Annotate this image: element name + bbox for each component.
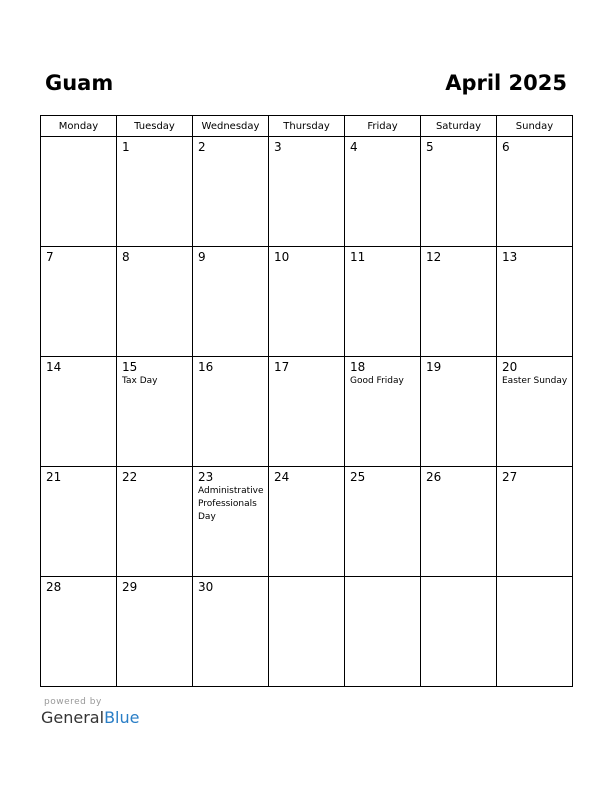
brand-logo-part2: Blue <box>104 708 140 727</box>
day-cell <box>117 357 193 467</box>
day-cell <box>193 137 269 247</box>
day-number: 15 <box>122 360 138 374</box>
day-cell <box>421 577 497 687</box>
day-number: 30 <box>198 580 214 594</box>
weekday-header-row <box>41 116 573 137</box>
day-number: 10 <box>274 250 290 264</box>
holiday-label: Administrative Professionals Day <box>198 486 264 522</box>
weekday-header: Monday <box>41 116 117 137</box>
day-cell <box>421 467 497 577</box>
holiday-label: Easter Sunday <box>502 376 568 386</box>
day-number: 5 <box>426 140 434 154</box>
powered-by-text: powered by <box>44 697 102 707</box>
day-number: 6 <box>502 140 510 154</box>
day-cell <box>497 137 573 247</box>
day-cell <box>497 467 573 577</box>
day-cell <box>421 137 497 247</box>
day-cell <box>117 577 193 687</box>
day-number: 26 <box>426 470 442 484</box>
day-number: 11 <box>350 250 366 264</box>
day-number: 29 <box>122 580 138 594</box>
brand-logo-part1: General <box>41 708 105 727</box>
calendar-grid <box>40 115 573 687</box>
weekday-header: Tuesday <box>117 116 193 137</box>
day-cell <box>421 357 497 467</box>
week-row <box>41 247 573 357</box>
day-cell <box>41 577 117 687</box>
weekday-header: Sunday <box>497 116 573 137</box>
holiday-label: Tax Day <box>122 376 158 386</box>
day-number: 16 <box>198 360 214 374</box>
holiday-label: Good Friday <box>350 376 404 386</box>
day-cell <box>117 137 193 247</box>
day-cell <box>269 577 345 687</box>
brand-logo[interactable] <box>41 708 139 728</box>
day-cell <box>193 577 269 687</box>
weekday-header: Thursday <box>269 116 345 137</box>
weekday-header: Wednesday <box>193 116 269 137</box>
day-cell <box>41 467 117 577</box>
day-cell <box>269 467 345 577</box>
day-number: 19 <box>426 360 442 374</box>
day-cell <box>497 357 573 467</box>
day-cell <box>497 247 573 357</box>
day-number: 23 <box>198 470 214 484</box>
day-cell <box>497 577 573 687</box>
day-cell <box>117 247 193 357</box>
day-number: 1 <box>122 140 130 154</box>
day-number: 18 <box>350 360 366 374</box>
day-number: 12 <box>426 250 442 264</box>
day-cell <box>345 467 421 577</box>
day-number: 22 <box>122 470 138 484</box>
day-cell <box>193 357 269 467</box>
calendar-country-title: Guam <box>45 71 114 95</box>
day-number: 25 <box>350 470 366 484</box>
day-number: 14 <box>46 360 62 374</box>
day-number: 13 <box>502 250 518 264</box>
day-number: 17 <box>274 360 290 374</box>
day-number: 2 <box>198 140 206 154</box>
week-row <box>41 577 573 687</box>
day-cell <box>269 137 345 247</box>
day-cell <box>41 357 117 467</box>
day-cell <box>345 577 421 687</box>
day-cell <box>41 137 117 247</box>
week-row <box>41 467 573 577</box>
day-number: 9 <box>198 250 206 264</box>
day-number: 28 <box>46 580 62 594</box>
day-cell <box>345 357 421 467</box>
day-number: 8 <box>122 250 130 264</box>
day-cell <box>269 357 345 467</box>
day-number: 3 <box>274 140 282 154</box>
day-cell <box>269 247 345 357</box>
day-cell <box>193 247 269 357</box>
weekday-header: Saturday <box>421 116 497 137</box>
day-number: 21 <box>46 470 62 484</box>
day-cell <box>117 467 193 577</box>
day-cell <box>345 137 421 247</box>
week-row <box>41 137 573 247</box>
day-cell <box>41 247 117 357</box>
weekday-header: Friday <box>345 116 421 137</box>
day-number: 24 <box>274 470 290 484</box>
day-cell <box>421 247 497 357</box>
week-row <box>41 357 573 467</box>
day-cell <box>193 467 269 577</box>
day-number: 7 <box>46 250 54 264</box>
day-number: 27 <box>502 470 518 484</box>
calendar-month-title: April 2025 <box>445 71 567 95</box>
day-cell <box>345 247 421 357</box>
day-number: 4 <box>350 140 358 154</box>
day-number: 20 <box>502 360 518 374</box>
